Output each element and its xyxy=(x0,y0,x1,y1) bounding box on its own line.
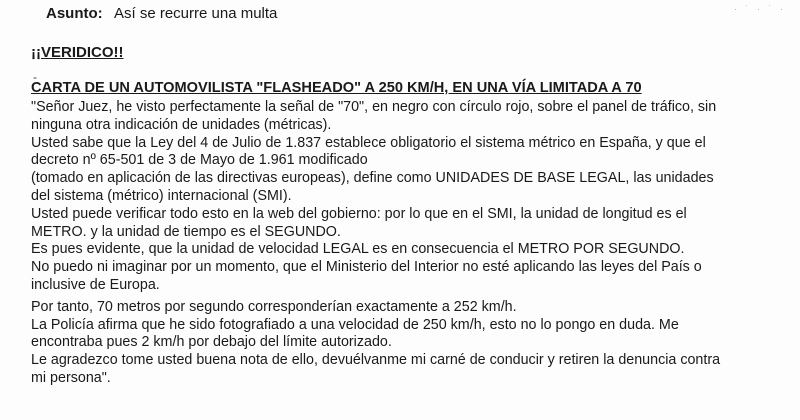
body-line: METRO. y la unidad de tiempo es el SEGUNDO. xyxy=(31,223,341,240)
body-line: No puedo ni imaginar por un momento, que el Ministerio del Interior no esté aplicando las leyes del País o xyxy=(31,259,702,276)
email-subject-line xyxy=(46,5,277,22)
body-line: ninguna otra indicación de unidades (métricas). xyxy=(31,116,332,133)
body-line: "Señor Juez, he visto perfectamente la señal de "70", en negro con círculo rojo, sobre el panel de tráfico, sin xyxy=(31,99,717,115)
body-line: (tomado en aplicación de las directivas europeas), define como UNIDADES DE BASE LEGAL, las unidades xyxy=(31,170,714,187)
body-line: Usted puede verificar todo esto en la web del gobierno: por lo que en el SMI, la unidad de longitud es el xyxy=(31,205,687,222)
letter-body xyxy=(31,99,791,388)
body-line: encontraba pues 2 km/h por debajo del límite autorizado. xyxy=(31,334,392,351)
subject-label: Asunto: xyxy=(46,5,103,22)
body-line: inclusive de Europa. xyxy=(31,276,160,293)
letter-title: CARTA DE UN AUTOMOVILISTA "FLASHEADO" A 250 KM/H, EN UNA VÍA LIMITADA A 70 xyxy=(31,80,642,96)
body-line: decreto nº 65-501 de 3 de Mayo de 1.961 modificado xyxy=(31,152,368,169)
dash-mark-decoration: - xyxy=(33,70,37,84)
body-line: Por tanto, 70 metros por segundo corresponderían exactamente a 252 km/h. xyxy=(31,298,517,315)
subject-value: Así se recurre una multa xyxy=(114,5,278,22)
body-line: Usted sabe que la Ley del 4 de Julio de 1.837 establece obligatorio el sistema métrico en España, y que el xyxy=(31,134,706,151)
body-line: Es pues evidente, que la unidad de velocidad LEGAL es en consecuencia el METRO POR SEGUNDO. xyxy=(31,241,685,258)
body-line: Le agradezco tome usted buena nota de ello, devuélvanme mi carné de conducir y retiren la denuncia contra xyxy=(31,352,721,369)
scan-noise-decoration: · ˙ · ˙ · xyxy=(734,4,786,14)
veridico-heading: ¡¡VERIDICO!! xyxy=(31,44,124,61)
body-line: mi persona". xyxy=(31,369,111,386)
body-line: del sistema (métrico) internacional (SMI). xyxy=(31,187,292,204)
body-line: La Policía afirma que he sido fotografiado a una velocidad de 250 km/h, esto no lo pongo en duda. Me xyxy=(31,316,679,333)
